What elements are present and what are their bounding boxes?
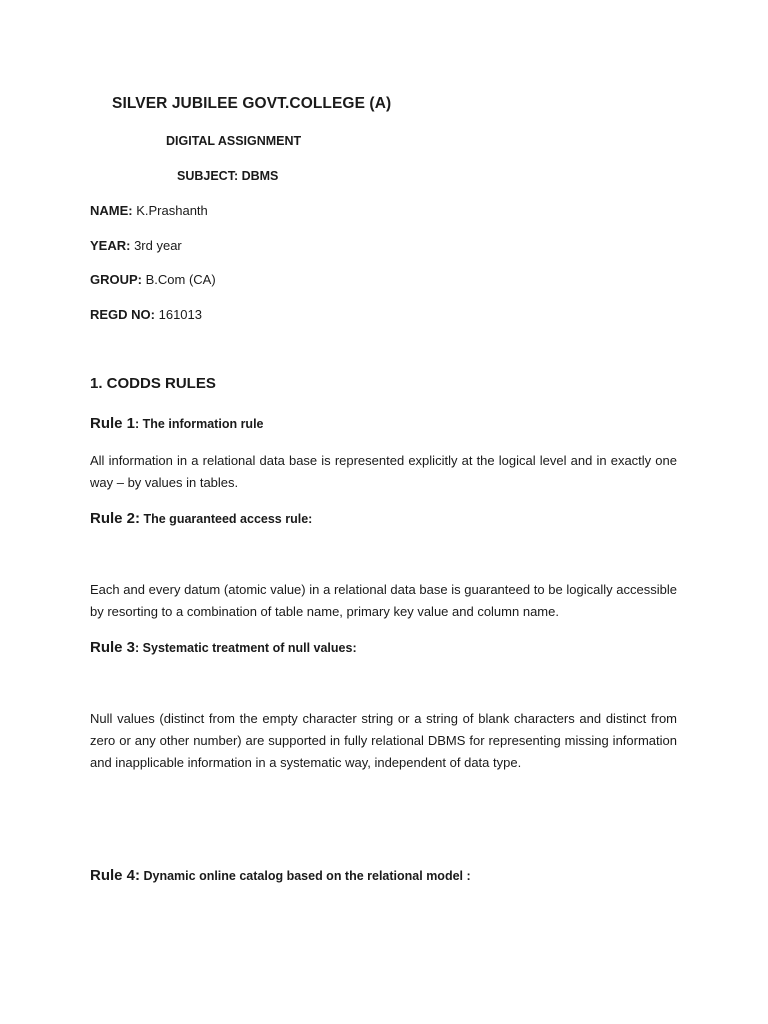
rule-heading [90,868,471,884]
rule-title: The guaranteed access rule: [140,512,313,526]
rule-heading [90,640,357,656]
regd-value: 161013 [155,307,202,322]
rule-number: Rule 2: [90,510,141,527]
regd-field [90,307,202,323]
name-field [90,203,208,219]
rule-title: : The information rule [135,417,264,431]
name-value: K.Prashanth [132,203,208,218]
year-value: 3rd year [130,238,182,253]
rule-number: Rule 3 [90,639,136,656]
year-field [90,238,182,254]
rule-description: Null values (distinct from the empty character string or a string of blank characters and distinct from zero or any other number) are supported in fully relational DBMS for representing missing information and inapplicable information in a systematic way, independent of data type. [90,711,677,770]
rule-number: Rule 4: [90,867,141,884]
rule-heading [90,511,312,527]
subject-line: SUBJECT: DBMS [177,169,279,183]
rule-description: All information in a relational data base is represented explicitly at the logical level and in exactly one way – by values in tables. [90,453,677,490]
rule-title: : Systematic treatment of null values: [135,641,357,655]
rule-title: Dynamic online catalog based on the relational model : [140,869,471,883]
rule-number: Rule 1 [90,415,136,432]
year-label: YEAR: [90,238,131,253]
regd-label: REGD NO: [90,307,155,322]
group-value: B.Com (CA) [142,272,216,287]
group-field [90,272,216,288]
assignment-title: DIGITAL ASSIGNMENT [166,134,302,148]
college-title: SILVER JUBILEE GOVT.COLLEGE (A) [112,95,392,112]
name-label: NAME: [90,203,133,218]
rule-heading [90,416,264,432]
section-heading: 1. CODDS RULES [90,375,216,392]
group-label: GROUP: [90,272,142,287]
rule-description: Each and every datum (atomic value) in a relational data base is guaranteed to be logically accessible by resorting to a combination of table name, primary key value and column name. [90,582,677,619]
